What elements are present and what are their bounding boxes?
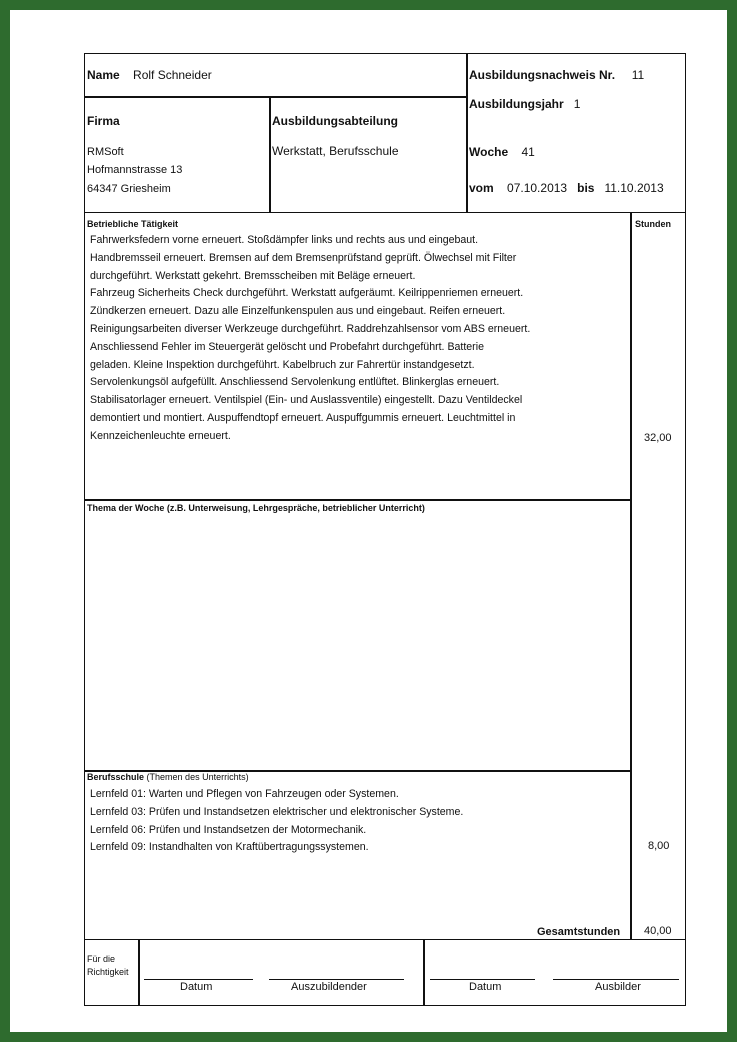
jahr-value: 1	[573, 97, 581, 111]
stunden-column-divider	[630, 212, 632, 940]
total-label: Gesamtstunden	[537, 926, 621, 938]
betrieb-text	[90, 232, 530, 446]
schule-hours: 8,00	[648, 840, 670, 852]
vom-label: vom	[469, 181, 494, 195]
firma-label: Firma	[87, 114, 120, 128]
woche-value: 41	[521, 145, 535, 159]
betrieb-line: geladen. Kleine Inspektion durchgeführt. Kabelbruch zur Fahrertür instandgesetzt.	[90, 358, 475, 371]
betrieb-line: demontiert und montiert. Auspuffendtopf erneuert. Auspuffgummis erneuert. Leuchtmittel in	[90, 411, 516, 424]
jahr-field	[469, 97, 580, 111]
schule-title-bold: Berufsschule	[87, 772, 145, 782]
betrieb-line: Fahrzeug Sicherheits Check durchgeführt. Werkstatt aufgeräumt. Keilrippenriemen erneuert.	[90, 287, 524, 300]
betrieb-line: Servolenkungsöl aufgefüllt. Anschliessend Servolenkung entlüftet. Blinkerglas erneuert.	[90, 376, 500, 389]
signature-frame	[84, 939, 686, 1006]
total-value: 40,00	[644, 925, 672, 937]
betrieb-line: Zündkerzen erneuert. Dazu alle Einzelfunkenspulen aus und eingebaut. Reifen erneuert.	[90, 305, 506, 318]
bis-label: bis	[577, 181, 595, 195]
schule-title-rest: (Themen des Unterrichts)	[146, 772, 249, 782]
thema-title: Thema der Woche (z.B. Unterweisung, Lehrgespräche, betrieblicher Unterricht)	[87, 503, 425, 513]
firma-line-2: Hofmannstrasse 13	[87, 164, 183, 176]
azubi-line	[269, 979, 404, 980]
name-value: Rolf Schneider	[133, 68, 212, 82]
betrieb-line: Kennzeichenleuchte erneuert.	[90, 429, 231, 442]
betrieb-line: durchgeführt. Werkstatt gekehrt. Bremsscheiben mit Beläge erneuert.	[90, 269, 416, 282]
name-label: Name	[87, 68, 120, 82]
richtigkeit-line-2: Richtigkeit	[87, 967, 129, 977]
schule-title	[87, 772, 249, 782]
betrieb-thema-divider	[84, 499, 631, 501]
woche-label: Woche	[469, 145, 509, 159]
schule-line: Lernfeld 03: Prüfen und Instandsetzen elektrischer und elektronischer Systeme.	[90, 805, 464, 818]
datum-1-label: Datum	[180, 981, 213, 993]
bis-value: 11.10.2013	[604, 181, 664, 195]
betrieb-line: Reinigungsarbeiten diverser Werkzeuge durchgeführt. Raddrehzahlsensor vom ABS erneuert.	[90, 322, 531, 335]
betrieb-hours: 32,00	[644, 432, 672, 444]
firma-divider	[269, 96, 271, 213]
datum-1-line	[144, 979, 253, 980]
stunden-header: Stunden	[635, 219, 671, 229]
ausbilder-label: Ausbilder	[595, 981, 641, 993]
schule-line: Lernfeld 09: Instandhalten von Kraftübertragungssystemen.	[90, 841, 369, 854]
firma-line-1: RMSoft	[87, 146, 124, 158]
jahr-label: Ausbildungsjahr	[469, 97, 564, 111]
abteilung-value: Werkstatt, Berufsschule	[272, 144, 399, 158]
betrieb-line: Anschliessend Fehler im Steuergerät gelöscht und Probefahrt durchgeführt. Batterie	[90, 340, 484, 353]
signature-divider-1	[138, 939, 140, 1006]
schule-line: Lernfeld 01: Warten und Pflegen von Fahrzeugen oder Systemen.	[90, 788, 399, 800]
ausbilder-line	[553, 979, 679, 980]
woche-field	[469, 145, 535, 159]
nachweis-label: Ausbildungsnachweis Nr.	[469, 68, 616, 82]
betrieb-line: Handbremsseil erneuert. Bremsen auf dem Bremsenprüfstand geprüft. Ölwechsel mit Filter	[90, 251, 517, 264]
vom-value: 07.10.2013	[507, 181, 568, 195]
firma-line-3: 64347 Griesheim	[87, 183, 171, 195]
betrieb-title: Betriebliche Tätigkeit	[87, 219, 179, 229]
header-divider	[84, 96, 468, 98]
richtigkeit-line-1: Für die	[87, 954, 116, 964]
signature-divider-2	[423, 939, 425, 1006]
betrieb-line: Stabilisatorlager erneuert. Ventilspiel (Ein- und Auslassventile) eingestellt. Dazu Ventildeckel	[90, 394, 523, 407]
report-page	[10, 10, 727, 1032]
betrieb-line: Fahrwerksfedern vorne erneuert. Stoßdämpfer links und rechts aus und eingebaut.	[90, 234, 479, 246]
name-field	[87, 68, 212, 82]
abteilung-label: Ausbildungsabteilung	[272, 114, 398, 128]
datum-2-line	[430, 979, 535, 980]
schule-text	[90, 786, 463, 857]
nachweis-field	[469, 68, 644, 82]
azubi-label: Auszubildender	[291, 981, 367, 993]
schule-line: Lernfeld 06: Prüfen und Instandsetzen der Motormechanik.	[90, 823, 367, 836]
date-range	[469, 181, 664, 195]
datum-2-label: Datum	[469, 981, 502, 993]
nachweis-value: 11	[631, 68, 645, 82]
